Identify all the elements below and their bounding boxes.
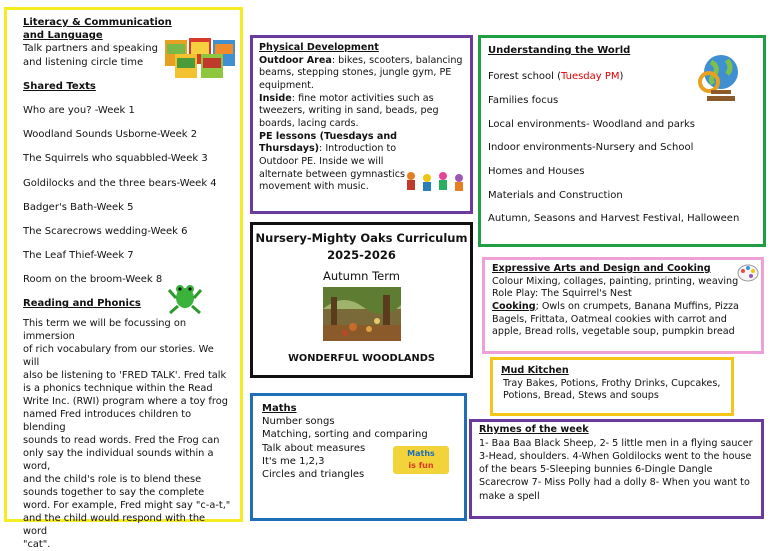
term-label: Autumn Term xyxy=(323,269,400,284)
rhymes-panel xyxy=(469,419,764,519)
phonics-line: only say the individual sounds within a word, xyxy=(23,447,214,472)
book-covers-image xyxy=(165,38,237,80)
phonics-line: is a phonics technique within the Read xyxy=(23,382,213,394)
paint-palette-icon xyxy=(737,262,759,284)
outdoor-paragraph xyxy=(259,55,464,93)
inside-label: Inside xyxy=(259,92,292,104)
literacy-heading: Literacy & Communication xyxy=(23,17,172,28)
phonics-line: This term we will be focussing on immersion xyxy=(23,317,187,342)
cooking-paragraph xyxy=(492,301,754,339)
world-item: Materials and Construction xyxy=(488,189,623,201)
title-panel xyxy=(250,222,473,378)
phonics-line: and the child's role is to blend these xyxy=(23,473,202,485)
maths-item: It's me 1,2,3 xyxy=(262,455,325,467)
world-item: Families focus xyxy=(488,94,559,106)
forest-day: Tuesday PM xyxy=(561,71,620,83)
rhymes-text: 1- Baa Baa Black Sheep, 2- 5 little men in a flying saucer 3-Head, shoulders. 4-When Goldilocks went to the house of the bears 5-Sleeping bunnies 6-Dingle Dangle Scarecrow 7- Miss Polly had a dolly 8- When you want to make a spell xyxy=(479,437,753,502)
phonics-paragraph xyxy=(23,317,232,551)
text-item: The Scarecrows wedding-Week 6 xyxy=(23,225,188,237)
outdoor-label: Outdoor Area xyxy=(259,54,332,66)
inside-text: : fine motor activities such as tweezers, writing in sand, beads, peg boards, lacing cards. xyxy=(259,92,439,129)
theme-label: WONDERFUL WOODLANDS xyxy=(288,352,435,364)
world-heading: Understanding the World xyxy=(488,45,631,56)
physical-heading: Physical Development xyxy=(259,42,379,53)
pe-label: PE lessons (Tuesdays and Thursdays) xyxy=(259,130,398,155)
literacy-panel xyxy=(4,7,243,550)
arts-line-1: Colour Mixing, collages, painting, printing, weaving xyxy=(492,275,739,287)
maths-item: Circles and triangles xyxy=(262,468,365,480)
frog-icon xyxy=(168,280,202,314)
maths-heading: Maths xyxy=(262,403,297,414)
expressive-arts-panel xyxy=(482,257,764,354)
maths-item: Matching, sorting and comparing xyxy=(262,429,428,441)
phonics-line: and the child would respond with the word xyxy=(23,512,206,537)
gymnastics-children-image xyxy=(403,170,469,194)
literacy-intro-1: Talk partners and speaking xyxy=(23,43,158,55)
literacy-intro-2: and listening circle time xyxy=(23,56,144,68)
phonics-line: also be listening to 'FRED TALK'. Fred talk xyxy=(23,369,227,381)
maths-item: Number songs xyxy=(262,416,335,428)
text-item: Goldilocks and the three bears-Week 4 xyxy=(23,177,217,189)
phonics-line: Write Inc. (RWI) program where a toy frog xyxy=(23,395,228,407)
mud-text: Tray Bakes, Potions, Frothy Drinks, Cupcakes, Potions, Bread, Stews and soups xyxy=(503,377,721,402)
rhymes-heading: Rhymes of the week xyxy=(479,424,589,435)
mud-heading: Mud Kitchen xyxy=(501,365,569,376)
text-item: The Leaf Thief-Week 7 xyxy=(23,250,134,262)
logo-text-maths: Maths xyxy=(407,449,435,458)
globe-magnifier-icon xyxy=(697,52,743,104)
text-item: Who are you? -Week 1 xyxy=(23,104,135,116)
text-item: The Squirrels who squabbled-Week 3 xyxy=(23,153,208,165)
literacy-heading-2: and Language xyxy=(23,30,103,42)
shared-texts-list xyxy=(23,104,232,287)
forest-prefix: Forest school ( xyxy=(488,71,562,83)
page-title: Nursery-Mighty Oaks Curriculum xyxy=(255,231,468,245)
world-item: Indoor environments-Nursery and School xyxy=(488,142,694,154)
shared-texts-heading: Shared Texts xyxy=(23,80,96,92)
world-item: Autumn, Seasons and Harvest Festival, Halloween xyxy=(488,213,740,225)
text-item: Woodland Sounds Usborne-Week 2 xyxy=(23,129,198,141)
text-item: Badger's Bath-Week 5 xyxy=(23,201,134,213)
mud-kitchen-panel xyxy=(490,357,734,416)
phonics-heading: Reading and Phonics xyxy=(23,298,141,310)
phonics-line: "cat". xyxy=(23,538,51,550)
text-item: Room on the broom-Week 8 xyxy=(23,274,163,286)
school-year: 2025-2026 xyxy=(327,248,396,263)
arts-heading: Expressive Arts and Design and Cooking xyxy=(492,263,711,274)
maths-is-fun-logo xyxy=(393,446,449,474)
logo-text-is-fun: is fun xyxy=(408,461,434,470)
world-item: Local environments- Woodland and parks xyxy=(488,118,696,130)
cooking-text: ; Owls on crumpets, Banana Muffins, Pizza Bagels, Frittata, Oatmeal cookies with carrot and apple, Bread rolls, vegetable soup, pumpkin bread xyxy=(492,300,739,338)
maths-item: Talk about measures xyxy=(262,442,366,454)
cooking-label: Cooking xyxy=(492,300,536,312)
outdoor-text: : bikes, scooters, balancing beams, stepping stones, jungle gym, PE equipment. xyxy=(259,54,463,91)
arts-line-2: Role Play: The Squirrel's Nest xyxy=(492,288,632,300)
pe-text: : Introduction to Outdoor PE. Inside we will alternate between gymnastics movement with music. xyxy=(259,143,405,193)
phonics-line: sounds to read words. Fred the Frog can xyxy=(23,434,220,446)
phonics-line: sounds together to say the complete xyxy=(23,486,205,498)
phonics-line: word. For example, Fred might say "c-a-t," xyxy=(23,499,231,511)
forest-suffix: ) xyxy=(619,71,624,83)
phonics-line: of rich vocabulary from our stories. We will xyxy=(23,343,214,368)
woodland-scene-image xyxy=(323,287,401,341)
phonics-line: named Fred introduces children to blending xyxy=(23,408,192,433)
world-item: Homes and Houses xyxy=(488,165,585,177)
inside-paragraph xyxy=(259,93,464,131)
